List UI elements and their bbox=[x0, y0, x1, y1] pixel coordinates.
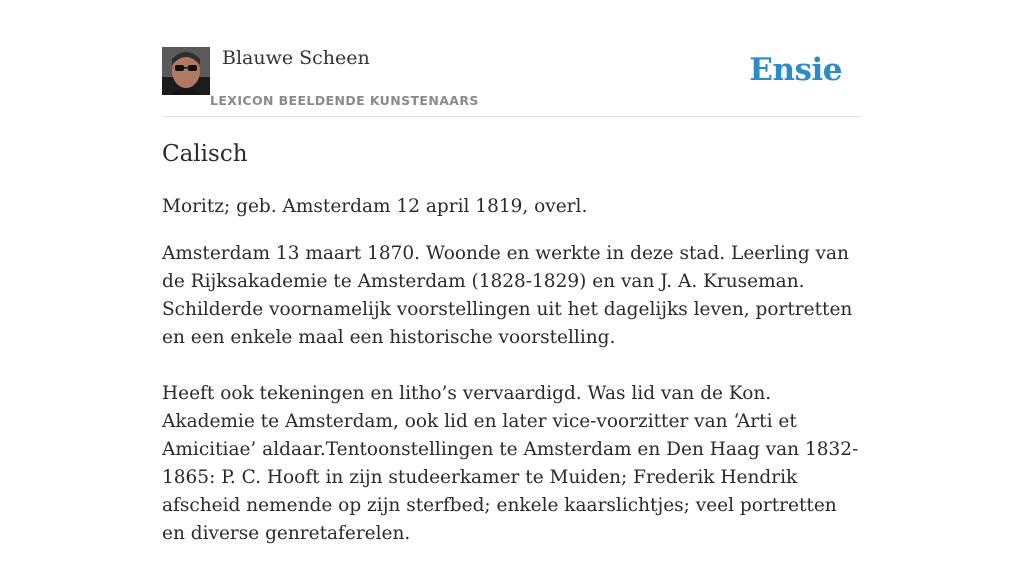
collection-label[interactable]: LEXICON BEELDENDE KUNSTENAARS bbox=[210, 93, 479, 108]
avatar-photo-icon bbox=[162, 47, 210, 95]
article-paragraph: Moritz; geb. Amsterdam 12 april 1819, overl. bbox=[162, 196, 588, 217]
entry-title: Calisch bbox=[162, 141, 248, 167]
site-header bbox=[162, 46, 862, 117]
article-paragraph: Heeft ook tekeningen en litho’s vervaardigd. Was lid van de Kon. Akademie te Amsterdam, ook lid en later vice-voorzitter van ‘Arti et Amicitiae’ aldaar.Tentoonstellingen te Amsterdam en Den Haag van 1832-1865: P. C. Hooft in zijn studeerkamer te Muiden; Frederik Hendrik afscheid nemende op zijn sterfbed; enkele kaarslichtjes; veel portretten en diverse genretaferelen. bbox=[162, 383, 859, 544]
article bbox=[162, 138, 862, 567]
article-paragraph: Amsterdam 13 maart 1870. Woonde en werkte in deze stad. Leerling van de Rijksakademie te Amsterdam (1828-1829) en van J. A. Kruseman. Schilderde voornamelijk voorstellingen uit het dagelijks leven, portretten en een enkele maal een historische voorstelling. bbox=[162, 243, 853, 348]
brand-logo[interactable]: Ensie bbox=[749, 52, 842, 88]
author-name[interactable]: Blauwe Scheen bbox=[222, 47, 370, 69]
author-avatar[interactable] bbox=[162, 47, 210, 95]
